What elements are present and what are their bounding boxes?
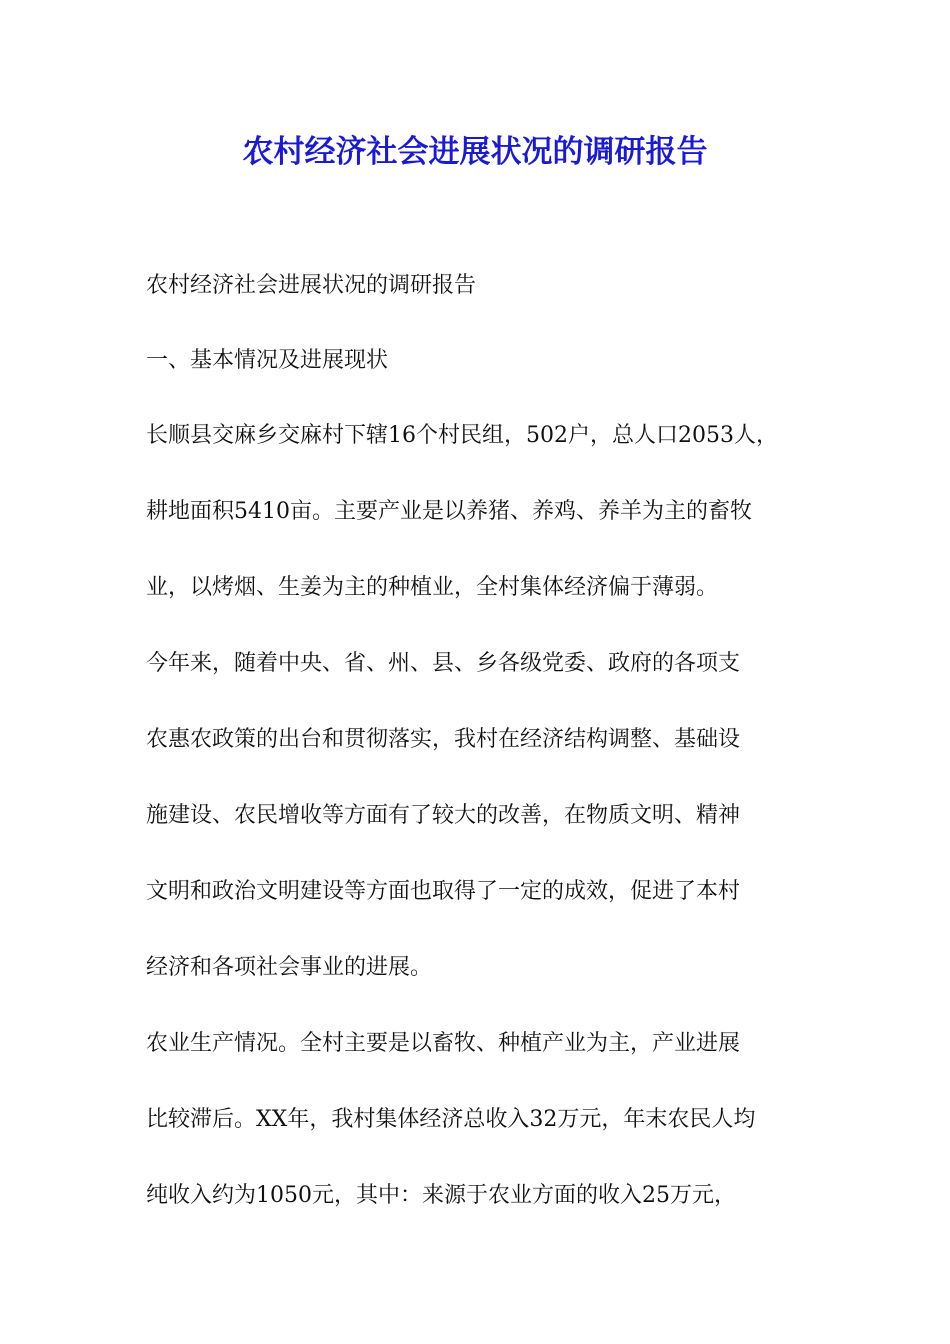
paragraph-line: 今年来，随着中央、省、州、县、乡各级党委、政府的各项支: [146, 651, 741, 676]
paragraph: [146, 412, 816, 612]
paragraph-line: 农惠农政策的出台和贯彻落实，我村在经济结构调整、基础设: [146, 727, 741, 752]
spacer: [146, 310, 816, 337]
paragraph-line: 业，以烤烟、生姜为主的种植业，全村集体经济偏于薄弱。: [146, 575, 719, 600]
spacer: [146, 764, 816, 792]
paragraph-line: 比较滞后。XX年，我村集体经济总收入32万元，年末农民人均: [146, 1107, 756, 1132]
paragraph-line: 经济和各项社会事业的进展。: [146, 955, 433, 980]
spacer: [146, 1068, 816, 1096]
spacer: [146, 460, 816, 488]
spacer: [146, 536, 816, 564]
spacer: [146, 992, 816, 1020]
paragraph-line: 耕地面积5410亩。主要产业是以养猪、养鸡、养羊为主的畜牧: [146, 499, 752, 524]
paragraph-line: 纯收入约为1050元，其中：来源于农业方面的收入25万元，: [146, 1183, 736, 1208]
document-body: [146, 262, 816, 1220]
spacer: [146, 385, 816, 412]
paragraph-line: 施建设、农民增收等方面有了较大的改善，在物质文明、精神: [146, 803, 741, 828]
document-subtitle: 农村经济社会进展状况的调研报告: [146, 273, 477, 298]
spacer: [146, 612, 816, 640]
spacer: [146, 688, 816, 716]
spacer: [146, 840, 816, 868]
paragraph: [146, 1020, 816, 1220]
paragraph-line: 农业生产情况。全村主要是以畜牧、种植产业为主，产业进展: [146, 1031, 741, 1056]
paragraph-line: 文明和政治文明建设等方面也取得了一定的成效，促进了本村: [146, 879, 741, 904]
document-title: 农村经济社会进展状况的调研报告: [242, 134, 708, 170]
section-heading: 一、基本情况及进展现状: [146, 348, 389, 373]
spacer: [146, 916, 816, 944]
spacer: [146, 1144, 816, 1172]
paragraph: [146, 640, 816, 992]
paragraph-line: 长顺县交麻乡交麻村下辖16个村民组，502户，总人口2053人，: [146, 423, 778, 448]
